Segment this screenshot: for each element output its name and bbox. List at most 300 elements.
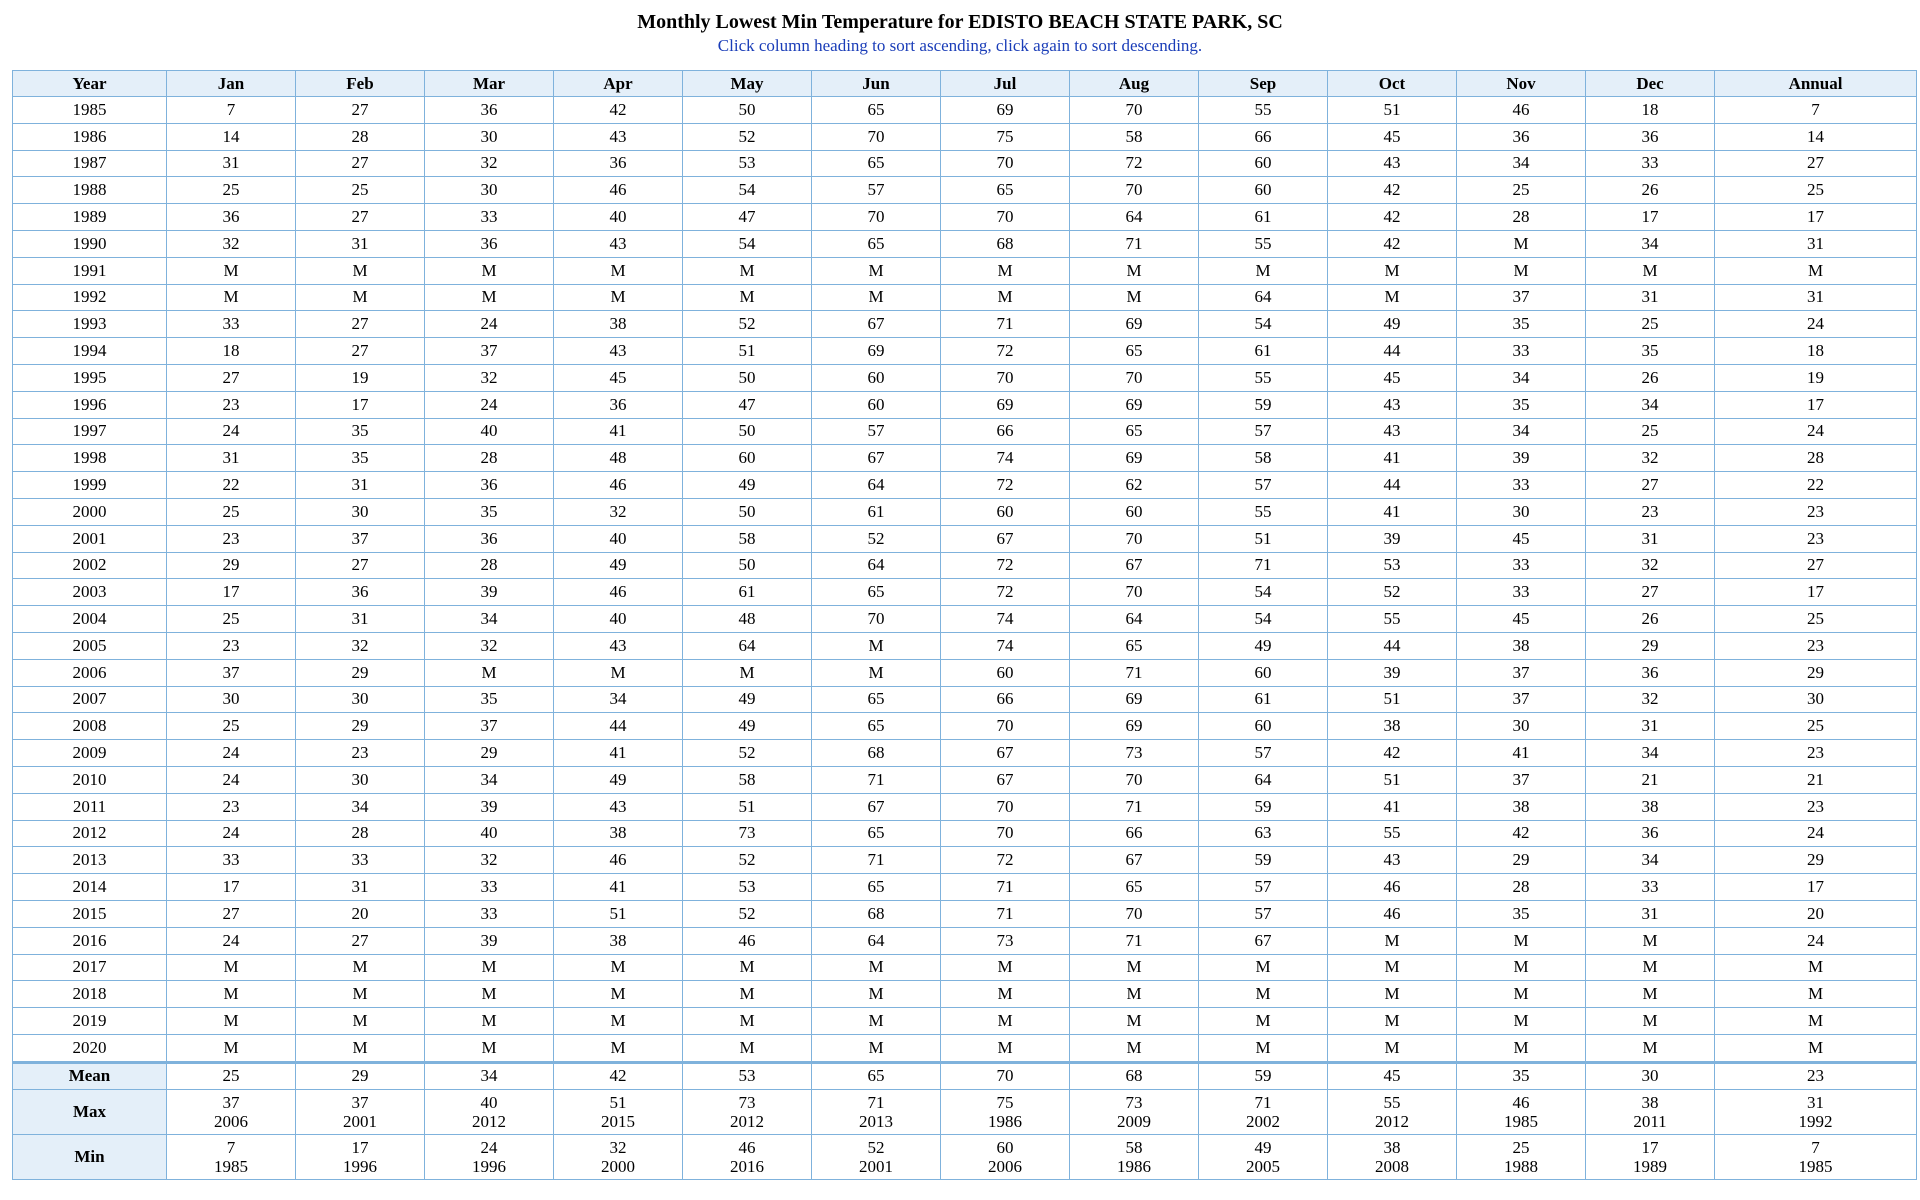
temperature-cell: 31 [1715, 284, 1917, 311]
temperature-cell: M [425, 981, 554, 1008]
table-row [13, 847, 1917, 874]
mean-cell: 35 [1457, 1062, 1586, 1089]
temperature-cell: 18 [1586, 97, 1715, 124]
min-cell [1586, 1134, 1715, 1179]
min-cell [1070, 1134, 1199, 1179]
temperature-cell: 35 [1457, 900, 1586, 927]
column-header-jan[interactable]: Jan [167, 71, 296, 97]
temperature-cell: 70 [941, 820, 1070, 847]
mean-cell: 25 [167, 1062, 296, 1089]
temperature-cell: 54 [683, 177, 812, 204]
temperature-cell: 34 [1586, 391, 1715, 418]
temperature-cell: 34 [1457, 418, 1586, 445]
temperature-cell: 25 [167, 177, 296, 204]
temperature-cell: 71 [941, 311, 1070, 338]
temperature-cell: M [941, 1008, 1070, 1035]
temperature-cell: 57 [1199, 900, 1328, 927]
temperature-cell: 49 [1199, 632, 1328, 659]
min-value: 49 [1254, 1137, 1272, 1157]
temperature-cell: M [296, 954, 425, 981]
temperature-cell: 31 [1586, 713, 1715, 740]
temperature-cell: 17 [167, 874, 296, 901]
temperature-cell: 24 [1715, 927, 1917, 954]
temperature-cell: 19 [1715, 364, 1917, 391]
min-row [13, 1134, 1917, 1179]
temperature-cell: 24 [1715, 311, 1917, 338]
column-header-dec[interactable]: Dec [1586, 71, 1715, 97]
year-cell: 2000 [13, 498, 167, 525]
temperature-cell: 71 [941, 900, 1070, 927]
table-row [13, 391, 1917, 418]
column-header-jun[interactable]: Jun [812, 71, 941, 97]
temperature-cell: 65 [812, 713, 941, 740]
temperature-cell: 70 [941, 713, 1070, 740]
temperature-cell: 65 [812, 874, 941, 901]
min-value: 7 [1811, 1137, 1820, 1157]
temperature-cell: 30 [296, 766, 425, 793]
temperature-cell: 57 [1199, 740, 1328, 767]
year-cell: 1993 [13, 311, 167, 338]
temperature-cell: 46 [1328, 900, 1457, 927]
temperature-cell: 45 [1328, 123, 1457, 150]
temperature-cell: 71 [1199, 552, 1328, 579]
temperature-cell: M [1715, 954, 1917, 981]
temperature-cell: 58 [683, 525, 812, 552]
table-row [13, 311, 1917, 338]
temperature-cell: M [425, 1034, 554, 1062]
max-year: 2012 [472, 1111, 506, 1131]
temperature-cell: 43 [554, 338, 683, 365]
temperature-cell: 20 [296, 900, 425, 927]
temperature-cell: 64 [1199, 284, 1328, 311]
temperature-cell: 69 [1070, 391, 1199, 418]
temperature-cell: 18 [1715, 338, 1917, 365]
temperature-cell: M [1199, 981, 1328, 1008]
temperature-cell: M [812, 1034, 941, 1062]
temperature-cell: 41 [1328, 445, 1457, 472]
temperature-cell: 31 [296, 230, 425, 257]
column-header-apr[interactable]: Apr [554, 71, 683, 97]
temperature-cell: 69 [1070, 311, 1199, 338]
max-cell [812, 1089, 941, 1134]
temperature-cell: 20 [1715, 900, 1917, 927]
temperature-cell: 42 [554, 97, 683, 124]
temperature-cell: M [1457, 1008, 1586, 1035]
temperature-cell: M [554, 1034, 683, 1062]
mean-cell: 65 [812, 1062, 941, 1089]
temperature-cell: 50 [683, 552, 812, 579]
temperature-cell: 32 [425, 150, 554, 177]
temperature-cell: 17 [1715, 391, 1917, 418]
min-value: 25 [1512, 1137, 1530, 1157]
temperature-cell: 65 [1070, 338, 1199, 365]
temperature-cell: 65 [812, 230, 941, 257]
max-value: 37 [351, 1092, 369, 1112]
temperature-cell: 43 [1328, 391, 1457, 418]
temperature-cell: 43 [1328, 150, 1457, 177]
temperature-cell: 19 [296, 364, 425, 391]
temperature-cell: 27 [296, 97, 425, 124]
temperature-cell: 44 [1328, 338, 1457, 365]
temperature-cell: 35 [425, 686, 554, 713]
temperature-cell: 52 [683, 900, 812, 927]
temperature-cell: 71 [1070, 793, 1199, 820]
temperature-cell: 71 [941, 874, 1070, 901]
temperature-cell: 37 [1457, 766, 1586, 793]
mean-row [13, 1062, 1917, 1089]
year-cell: 2008 [13, 713, 167, 740]
temperature-cell: 59 [1199, 793, 1328, 820]
temperature-cell: 27 [1715, 150, 1917, 177]
temperature-cell: 33 [425, 204, 554, 231]
temperature-cell: 66 [1199, 123, 1328, 150]
temperature-cell: 70 [941, 364, 1070, 391]
temperature-cell: 66 [941, 418, 1070, 445]
table-row [13, 713, 1917, 740]
temperature-cell: 33 [1586, 874, 1715, 901]
min-cell [1457, 1134, 1586, 1179]
year-cell: 1999 [13, 472, 167, 499]
min-value: 58 [1125, 1137, 1143, 1157]
temperature-cell: M [425, 284, 554, 311]
temperature-cell: 35 [425, 498, 554, 525]
temperature-cell: 54 [683, 230, 812, 257]
min-cell [425, 1134, 554, 1179]
column-header-sep[interactable]: Sep [1199, 71, 1328, 97]
temperature-cell: M [1199, 954, 1328, 981]
min-year: 2005 [1246, 1156, 1280, 1176]
min-year: 1985 [214, 1156, 248, 1176]
temperature-cell: 30 [425, 177, 554, 204]
temperature-cell: 29 [1586, 632, 1715, 659]
temperature-cell: M [1715, 257, 1917, 284]
temperature-cell: 34 [1457, 364, 1586, 391]
temperature-cell: 33 [425, 900, 554, 927]
temperature-cell: 42 [1328, 177, 1457, 204]
temperature-cell: 33 [1457, 472, 1586, 499]
temperature-cell: 26 [1586, 177, 1715, 204]
temperature-cell: 24 [167, 740, 296, 767]
temperature-cell: 67 [812, 311, 941, 338]
temperature-cell: M [167, 981, 296, 1008]
temperature-cell: 34 [1586, 740, 1715, 767]
temperature-cell: 69 [812, 338, 941, 365]
max-year: 2012 [1375, 1111, 1409, 1131]
temperature-cell: M [167, 954, 296, 981]
temperature-cell: 24 [167, 418, 296, 445]
temperature-cell: M [1586, 981, 1715, 1008]
temperature-cell: 70 [1070, 97, 1199, 124]
temperature-cell: 55 [1199, 97, 1328, 124]
temperature-cell: 27 [167, 364, 296, 391]
temperature-cell: 61 [683, 579, 812, 606]
column-header-year[interactable]: Year [13, 71, 167, 97]
temperature-cell: 70 [941, 793, 1070, 820]
temperature-cell: 67 [1199, 927, 1328, 954]
temperature-cell: 30 [296, 498, 425, 525]
temperature-cell: 71 [1070, 659, 1199, 686]
temperature-cell: 29 [425, 740, 554, 767]
column-header-nov[interactable]: Nov [1457, 71, 1586, 97]
temperature-table-container [12, 70, 1916, 1180]
temperature-cell: 37 [167, 659, 296, 686]
table-row [13, 150, 1917, 177]
temperature-cell: 53 [683, 874, 812, 901]
temperature-cell: 60 [683, 445, 812, 472]
temperature-cell: 18 [167, 338, 296, 365]
temperature-cell: 34 [1586, 230, 1715, 257]
min-value: 24 [480, 1137, 498, 1157]
temperature-cell: 29 [167, 552, 296, 579]
temperature-cell: 39 [425, 793, 554, 820]
temperature-cell: 27 [296, 338, 425, 365]
temperature-cell: M [1586, 257, 1715, 284]
temperature-cell: 36 [1586, 123, 1715, 150]
temperature-cell: 49 [683, 713, 812, 740]
temperature-cell: 45 [1457, 606, 1586, 633]
temperature-cell: M [941, 284, 1070, 311]
temperature-cell: 40 [554, 204, 683, 231]
temperature-cell: 33 [1457, 579, 1586, 606]
max-cell [683, 1089, 812, 1134]
temperature-cell: 68 [812, 900, 941, 927]
temperature-cell: 42 [1328, 740, 1457, 767]
temperature-cell: 67 [812, 793, 941, 820]
column-header-mar[interactable]: Mar [425, 71, 554, 97]
max-value: 75 [996, 1092, 1014, 1112]
mean-cell: 30 [1586, 1062, 1715, 1089]
temperature-cell: 72 [941, 338, 1070, 365]
temperature-cell: 33 [167, 311, 296, 338]
table-row [13, 338, 1917, 365]
table-row [13, 472, 1917, 499]
table-row [13, 525, 1917, 552]
max-cell [1199, 1089, 1328, 1134]
temperature-cell: 29 [296, 713, 425, 740]
temperature-cell: 39 [1328, 525, 1457, 552]
mean-cell: 42 [554, 1062, 683, 1089]
year-cell: 2009 [13, 740, 167, 767]
year-cell: 2012 [13, 820, 167, 847]
temperature-cell: M [683, 1008, 812, 1035]
temperature-cell: 55 [1199, 498, 1328, 525]
column-header-feb[interactable]: Feb [296, 71, 425, 97]
temperature-cell: 52 [1328, 579, 1457, 606]
temperature-cell: M [941, 954, 1070, 981]
column-header-may[interactable]: May [683, 71, 812, 97]
temperature-cell: 25 [1586, 418, 1715, 445]
year-cell: 1987 [13, 150, 167, 177]
table-row [13, 740, 1917, 767]
temperature-cell: 64 [683, 632, 812, 659]
temperature-cell: 69 [941, 391, 1070, 418]
temperature-cell: 72 [941, 552, 1070, 579]
temperature-cell: M [554, 981, 683, 1008]
temperature-cell: 67 [812, 445, 941, 472]
temperature-cell: 27 [296, 204, 425, 231]
temperature-cell: 68 [812, 740, 941, 767]
temperature-cell: 52 [683, 123, 812, 150]
temperature-cell: 36 [296, 579, 425, 606]
year-cell: 1994 [13, 338, 167, 365]
temperature-cell: 70 [1070, 766, 1199, 793]
temperature-cell: 24 [1715, 418, 1917, 445]
temperature-cell: 23 [1586, 498, 1715, 525]
temperature-cell: 34 [1586, 847, 1715, 874]
temperature-cell: M [1328, 257, 1457, 284]
temperature-cell: 31 [1715, 230, 1917, 257]
temperature-cell: M [554, 284, 683, 311]
sort-instructions: Click column heading to sort ascending, click again to sort descending. [717, 36, 1203, 55]
temperature-cell: 54 [1199, 606, 1328, 633]
table-row [13, 606, 1917, 633]
year-cell: 1990 [13, 230, 167, 257]
temperature-cell: M [812, 632, 941, 659]
column-header-annual[interactable]: Annual [1715, 71, 1917, 97]
max-cell [425, 1089, 554, 1134]
temperature-cell: M [1328, 927, 1457, 954]
temperature-cell: 23 [1715, 793, 1917, 820]
temperature-cell: 36 [425, 472, 554, 499]
temperature-cell: M [296, 981, 425, 1008]
temperature-cell: 22 [167, 472, 296, 499]
temperature-cell: 70 [812, 606, 941, 633]
temperature-cell: 17 [1715, 579, 1917, 606]
temperature-cell: 65 [812, 150, 941, 177]
temperature-cell: 28 [296, 820, 425, 847]
max-cell [1070, 1089, 1199, 1134]
temperature-cell: 29 [1715, 847, 1917, 874]
temperature-cell: 64 [812, 552, 941, 579]
temperature-cell: 46 [1328, 874, 1457, 901]
temperature-cell: 26 [1586, 606, 1715, 633]
temperature-cell: 27 [296, 552, 425, 579]
max-year: 1986 [988, 1111, 1022, 1131]
year-cell: 1988 [13, 177, 167, 204]
temperature-cell: M [812, 257, 941, 284]
temperature-cell: 41 [554, 418, 683, 445]
temperature-cell: 41 [554, 874, 683, 901]
temperature-cell: 31 [167, 150, 296, 177]
temperature-cell: 60 [941, 659, 1070, 686]
table-row [13, 927, 1917, 954]
temperature-cell: 33 [1457, 552, 1586, 579]
temperature-cell: 58 [683, 766, 812, 793]
temperature-cell: 41 [1457, 740, 1586, 767]
temperature-cell: M [167, 284, 296, 311]
year-cell: 2017 [13, 954, 167, 981]
temperature-cell: 25 [167, 713, 296, 740]
temperature-cell: M [683, 981, 812, 1008]
temperature-cell: 34 [554, 686, 683, 713]
year-rows [13, 97, 1917, 1063]
temperature-cell: 55 [1199, 230, 1328, 257]
max-cell [167, 1089, 296, 1134]
temperature-cell: 25 [1715, 177, 1917, 204]
column-header-oct[interactable]: Oct [1328, 71, 1457, 97]
temperature-cell: 31 [1586, 525, 1715, 552]
temperature-table [12, 70, 1917, 1180]
table-row [13, 364, 1917, 391]
max-value: 40 [480, 1092, 498, 1112]
min-value: 46 [738, 1137, 756, 1157]
table-row [13, 659, 1917, 686]
temperature-cell: M [683, 284, 812, 311]
year-cell: 2014 [13, 874, 167, 901]
temperature-cell: 32 [425, 847, 554, 874]
temperature-cell: 70 [1070, 579, 1199, 606]
temperature-cell: 64 [1070, 204, 1199, 231]
temperature-cell: 23 [1715, 525, 1917, 552]
temperature-cell: 31 [296, 472, 425, 499]
temperature-cell: 58 [1199, 445, 1328, 472]
temperature-cell: 32 [167, 230, 296, 257]
max-year: 2001 [343, 1111, 377, 1131]
temperature-cell: 49 [554, 766, 683, 793]
table-row [13, 632, 1917, 659]
temperature-cell: 60 [1199, 150, 1328, 177]
temperature-cell: 32 [1586, 552, 1715, 579]
temperature-cell: 65 [812, 579, 941, 606]
year-cell: 2007 [13, 686, 167, 713]
table-row [13, 123, 1917, 150]
temperature-cell: 57 [812, 418, 941, 445]
temperature-cell: 40 [554, 606, 683, 633]
temperature-cell: 60 [1199, 659, 1328, 686]
temperature-cell: M [1457, 981, 1586, 1008]
year-cell: 2016 [13, 927, 167, 954]
temperature-cell: 71 [812, 766, 941, 793]
column-header-aug[interactable]: Aug [1070, 71, 1199, 97]
temperature-cell: M [167, 1008, 296, 1035]
year-cell: 2001 [13, 525, 167, 552]
temperature-cell: 30 [1715, 686, 1917, 713]
temperature-cell: 48 [683, 606, 812, 633]
column-header-jul[interactable]: Jul [941, 71, 1070, 97]
mean-cell: 53 [683, 1062, 812, 1089]
max-cell [296, 1089, 425, 1134]
temperature-cell: 55 [1328, 820, 1457, 847]
temperature-cell: 41 [1328, 498, 1457, 525]
temperature-cell: M [683, 257, 812, 284]
temperature-cell: 67 [941, 525, 1070, 552]
temperature-cell: 42 [1328, 230, 1457, 257]
temperature-cell: M [1328, 284, 1457, 311]
temperature-cell: M [554, 1008, 683, 1035]
min-year: 1988 [1504, 1156, 1538, 1176]
temperature-cell: 51 [1199, 525, 1328, 552]
year-cell: 2004 [13, 606, 167, 633]
temperature-cell: 17 [296, 391, 425, 418]
year-cell: 2015 [13, 900, 167, 927]
temperature-cell: 46 [554, 177, 683, 204]
temperature-cell: M [683, 1034, 812, 1062]
table-row [13, 1008, 1917, 1035]
temperature-cell: 46 [554, 847, 683, 874]
mean-cell: 70 [941, 1062, 1070, 1089]
temperature-cell: 51 [683, 793, 812, 820]
temperature-cell: 67 [941, 766, 1070, 793]
temperature-cell: 67 [941, 740, 1070, 767]
temperature-cell: 25 [296, 177, 425, 204]
temperature-cell: 53 [1328, 552, 1457, 579]
temperature-cell: 51 [1328, 97, 1457, 124]
temperature-cell: 23 [1715, 632, 1917, 659]
temperature-cell: 25 [1457, 177, 1586, 204]
temperature-cell: 40 [425, 820, 554, 847]
temperature-cell: 37 [296, 525, 425, 552]
temperature-cell: 33 [1457, 338, 1586, 365]
